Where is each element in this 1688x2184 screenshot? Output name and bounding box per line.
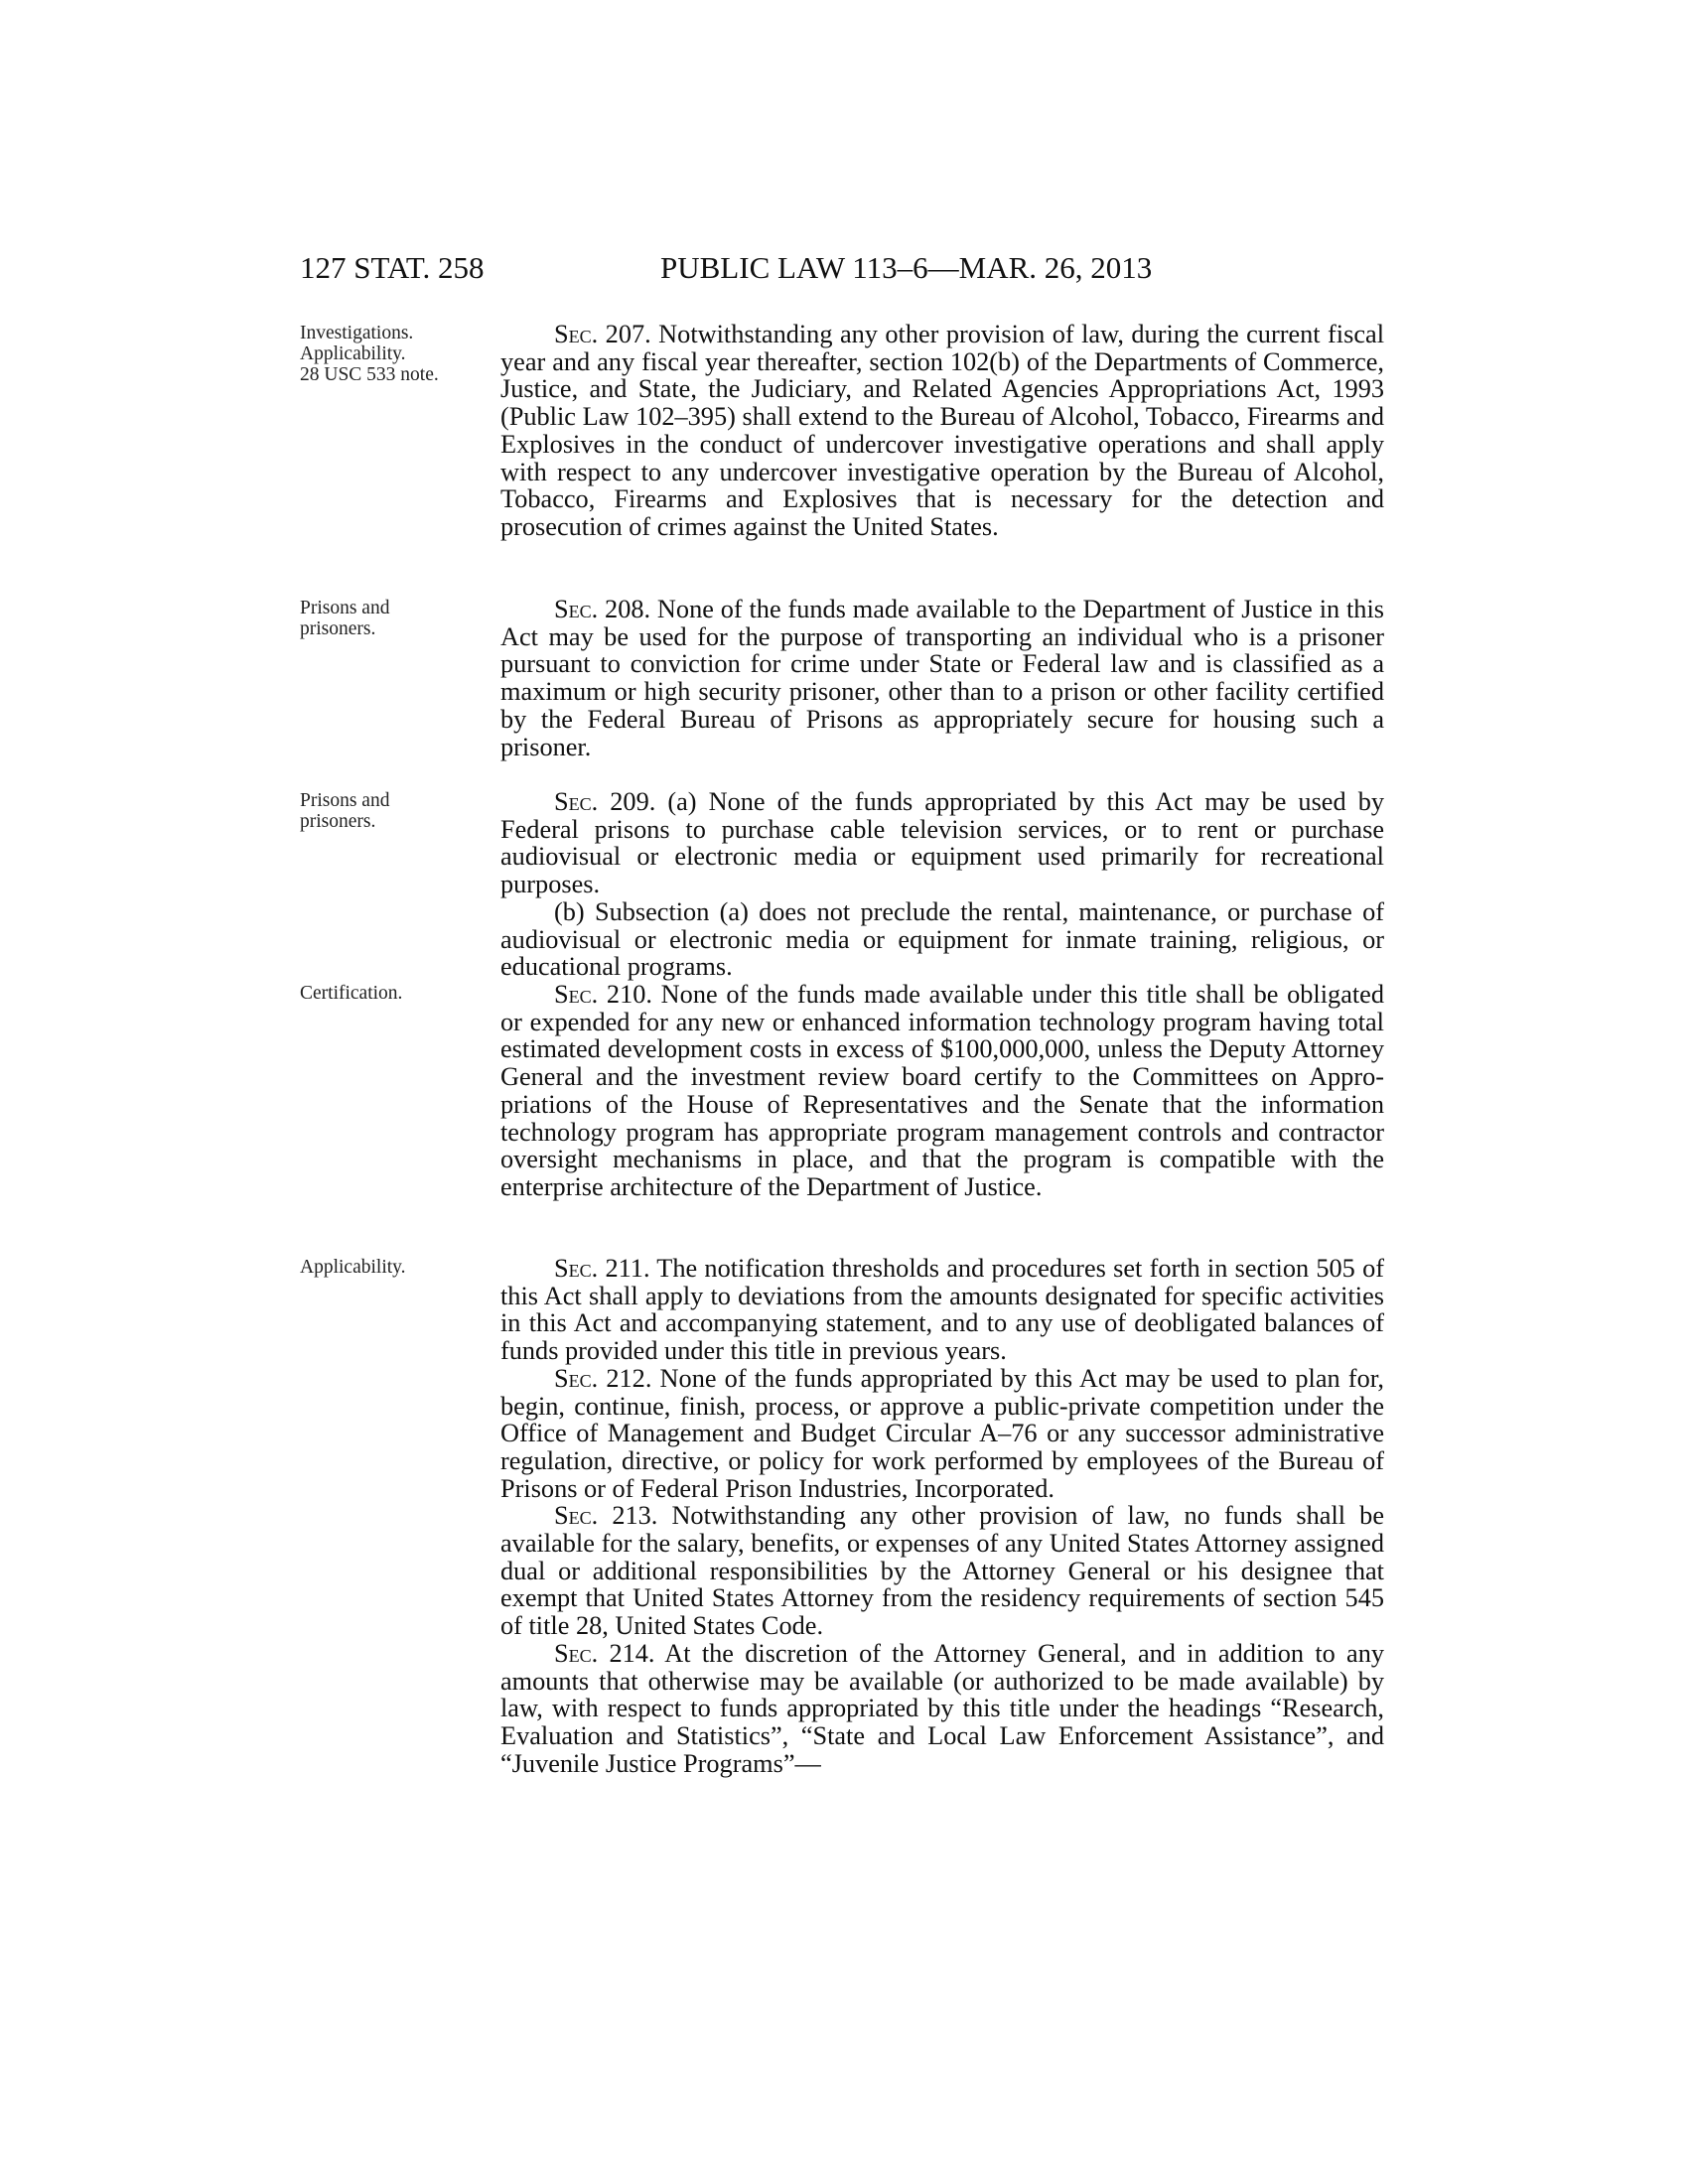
margin-note-line: Certification.: [300, 983, 403, 1004]
margin-note-line: prisoners.: [300, 811, 376, 832]
sec-label: Sec: [554, 1363, 592, 1393]
paragraph: [500, 898, 1384, 981]
paragraph: [500, 321, 1384, 541]
sec-label: Sec: [554, 980, 592, 1009]
paragraph: [500, 1365, 1384, 1503]
paragraph: [500, 1502, 1384, 1640]
paragraph-text: . 211. The notification thresholds and procedures set forth in section 505 of this Act shall apply to deviations from the amounts designated for specific activities in this Act and accompanying statement, and to any use of deobligated balances of funds provided under this title in previous years.: [500, 1254, 1384, 1366]
sec-label: Sec: [554, 320, 592, 348]
sec-label: Sec: [554, 787, 592, 816]
paragraph-text: . 207. Notwithstanding any other provision of law, during the current fiscal year and any fiscal year thereafter, section 102(b) of the Departments of Commerce, Justice, and State, the Judiciary, and Related Agencies Appropriations Act, 1993 (Public Law 102–395) shall extend to the Bureau of Alcohol, Tobacco, Firearms and Explosives in the conduct of undercover investigative operations and shall apply with respect to any undercover investigative operation by the Bureau of Alcohol, Tobacco, Firearms and Explosives that is necessary for the detection and prosecution of crimes against the United States.: [500, 320, 1384, 541]
section-body: [500, 788, 1384, 981]
sec-label: Sec: [554, 1501, 592, 1531]
section-body: [500, 596, 1384, 760]
paragraph: [500, 788, 1384, 898]
paragraph-text: . 214. At the discretion of the Attorney General, and in addition to any amounts that otherwise may be available (or authorized to be made available) by law, with respect to funds appropriated by this title under the headings “Research, Evaluation and Statistics”, “State and Local Law Enforcement Assistance”, and “Juvenile Justice Programs”—: [500, 1638, 1384, 1778]
margin-note-line: 28 USC 533 note.: [300, 364, 439, 385]
stat-page-number: 127 STAT. 258: [300, 250, 485, 285]
paragraph-text: . 213. Notwithstanding any other provision of law, no funds shall be available for the salary, benefits, or expenses of any United States Attorney assigned dual or additional responsibilities by the Attorney General or his designee that exempt that United States Attorney from the residency requirements of section 545 of title 28, United States Code.: [500, 1501, 1384, 1641]
paragraph: [500, 1255, 1384, 1365]
margin-note: [300, 1257, 479, 1278]
margin-note-line: Prisons and: [300, 790, 390, 811]
paragraph: [500, 1640, 1384, 1778]
law-title: PUBLIC LAW 113–6—MAR. 26, 2013: [660, 250, 1153, 285]
section-body: [500, 321, 1384, 541]
margin-note: [300, 790, 479, 832]
paragraph: [500, 981, 1384, 1201]
paragraph-text: . 210. None of the funds made available under this title shall be obligated or expended for any new or enhanced information technology program having total estimated development costs in excess of $100,000,000, unless the Deputy Attorney General and the investment review board certify to the Committees on Appropriations of the House of Representatives and the Senate that the information technology program has appropriate program management controls and contractor oversight mechanisms in place, and that the program is compatible with the enterprise architecture of the Department of Justice.: [500, 980, 1384, 1201]
margin-note-line: prisoners.: [300, 618, 376, 639]
paragraph: [500, 596, 1384, 760]
margin-note-line: Investigations.: [300, 323, 414, 343]
sec-label: Sec: [554, 595, 592, 623]
sec-label: Sec: [554, 1254, 592, 1283]
paragraph-text: . 212. None of the funds appropriated by this Act may be used to plan for, begin, continue, finish, process, or approve a public-private competition under the Office of Management and Budget Circular A–76 or any successor administrative regulation, directive, or policy for work performed by employees of the Bureau of Prisons or of Federal Prison Industries, Incorporated.: [500, 1363, 1384, 1503]
margin-note-line: Prisons and: [300, 598, 390, 618]
paragraph-text: . 208. None of the funds made available to the Department of Justice in this Act may be used for the purpose of transporting an individual who is a prisoner pursuant to conviction for crime under State or Federal law and is classified as a maximum or high security prisoner, other than to a prison or other facility certified by the Federal Bureau of Prisons as appropriately secure for housing such a prisoner.: [500, 595, 1384, 761]
margin-note: [300, 598, 479, 639]
section-body: [500, 1255, 1384, 1777]
margin-note-line: Applicability.: [300, 1257, 406, 1278]
paragraph-text: . 209. (a) None of the funds appropriated by this Act may be used by Federal prisons to purchase cable television services, or to rent or purchase audiovisual or electronic media or equipment used primarily for recreational purposes.: [500, 787, 1384, 899]
page-header: [300, 248, 1392, 288]
margin-note: [300, 983, 479, 1004]
margin-note-line: Applicability.: [300, 343, 406, 364]
paragraph-text: (b) Subsection (a) does not preclude the rental, maintenance, or purchase of audiovisual or electronic media or equipment for inmate training, religious, or educational programs.: [500, 896, 1384, 982]
sec-label: Sec: [554, 1638, 592, 1668]
section-body: [500, 981, 1384, 1201]
margin-note: [300, 323, 479, 385]
